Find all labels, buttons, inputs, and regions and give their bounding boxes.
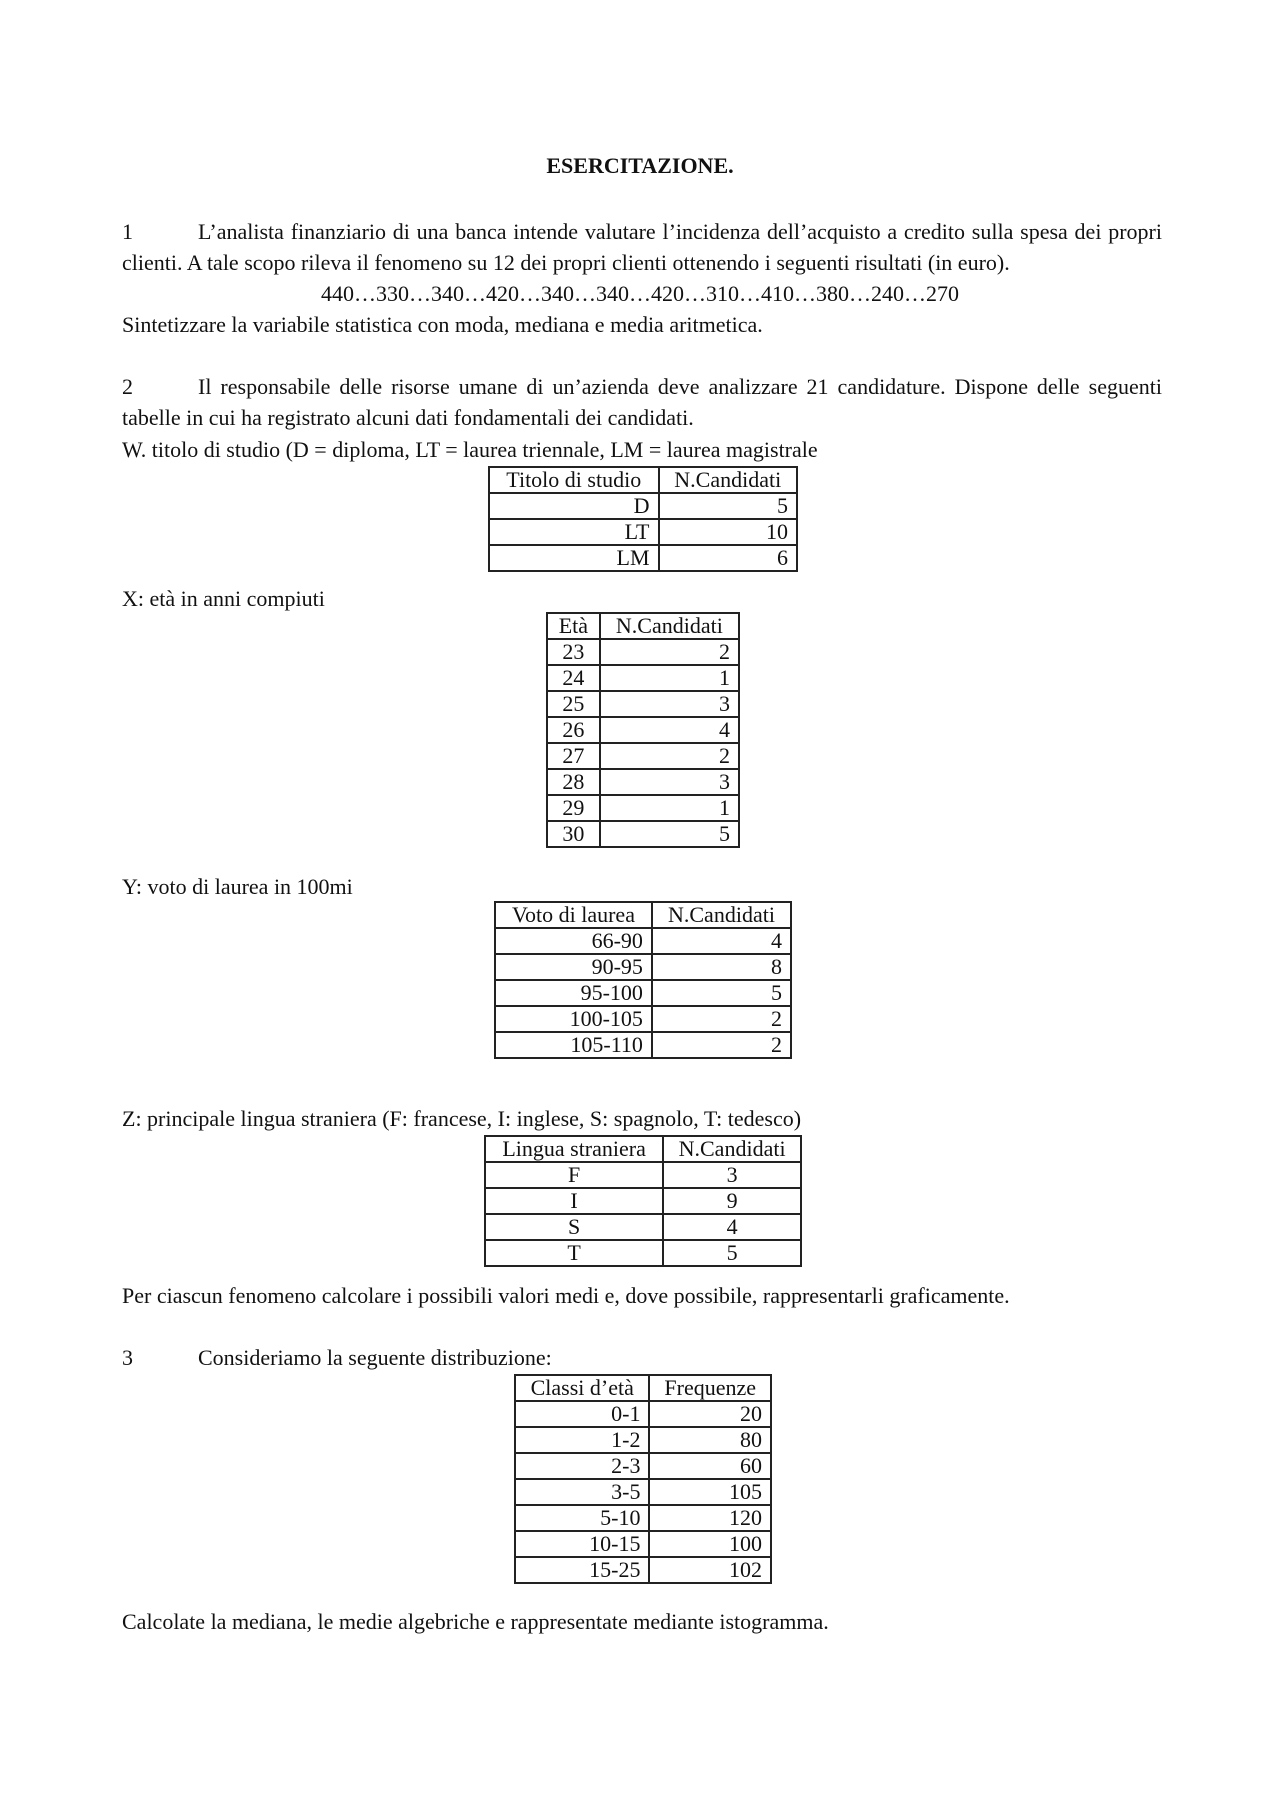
table-cell: 1	[600, 665, 739, 691]
table-cell: 66-90	[495, 928, 652, 954]
table-row	[515, 1557, 771, 1583]
table-row	[547, 743, 739, 769]
table-cell: 2	[600, 743, 739, 769]
table-header-cell: Titolo di studio	[489, 467, 659, 493]
exercise-1-body: L’analista finanziario di una banca intende valutare l’incidenza dell’acquisto a credito sulla spesa dei propri clienti. A tale scopo rileva il fenomeno su 12 dei propri clienti ottenendo i seguenti risultati (in euro).	[122, 219, 1162, 275]
table-row	[515, 1479, 771, 1505]
table-row	[547, 769, 739, 795]
table-row	[547, 795, 739, 821]
table-cell: 3	[600, 691, 739, 717]
table-cell: LT	[489, 519, 659, 545]
table-cell: 6	[659, 545, 798, 571]
table-row	[495, 1032, 791, 1058]
table-header-cell: N.Candidati	[652, 902, 791, 928]
table-cell: 2	[652, 1032, 791, 1058]
table-row	[515, 1401, 771, 1427]
table-cell: 5	[652, 980, 791, 1006]
table-row	[495, 1006, 791, 1032]
table-cell: 26	[547, 717, 600, 743]
exercise-3-intro: Consideriamo la seguente distribuzione:	[198, 1345, 552, 1370]
table-cell: 9	[663, 1188, 801, 1214]
exercise-1-text	[122, 216, 1162, 278]
table-cell: 100	[649, 1531, 771, 1557]
table-cell: 2	[600, 639, 739, 665]
page-title: ESERCITAZIONE.	[546, 153, 734, 178]
exercise-2-text	[122, 371, 1162, 433]
table-header-row	[515, 1375, 771, 1401]
table-cell: 8	[652, 954, 791, 980]
table-cell: 60	[649, 1453, 771, 1479]
table-cell: LM	[489, 545, 659, 571]
table-header-cell: Età	[547, 613, 600, 639]
table-row	[495, 980, 791, 1006]
table-cell: 4	[663, 1214, 801, 1240]
table-row	[495, 928, 791, 954]
table-cell: 90-95	[495, 954, 652, 980]
table-cell: 105	[649, 1479, 771, 1505]
table-cell: 27	[547, 743, 600, 769]
exercise-1-number: 1	[122, 219, 133, 244]
table-header-cell: N.Candidati	[659, 467, 798, 493]
table-cell: 28	[547, 769, 600, 795]
exercise-1-task: Sintetizzare la variabile statistica con moda, mediana e media aritmetica.	[122, 312, 763, 337]
table-row	[547, 717, 739, 743]
exercise-3-task: Calcolate la mediana, le medie algebriche e rappresentate mediante istogramma.	[122, 1609, 829, 1634]
table-cell: 23	[547, 639, 600, 665]
table-row	[547, 639, 739, 665]
table-cell: 4	[600, 717, 739, 743]
table-cell: 10	[659, 519, 798, 545]
table-x	[546, 612, 740, 848]
table-cell: 3	[663, 1162, 801, 1188]
table-row	[515, 1531, 771, 1557]
table-cell: 105-110	[495, 1032, 652, 1058]
table-header-row	[489, 467, 797, 493]
table-cell: 5-10	[515, 1505, 649, 1531]
exercise-2-body: Il responsabile delle risorse umane di un’azienda deve analizzare 21 candidature. Dispone delle seguenti tabelle in cui ha registrato alcuni dati fondamentali dei candidati.	[122, 374, 1162, 430]
table-row	[547, 691, 739, 717]
table-header-cell: N.Candidati	[663, 1136, 801, 1162]
table-cell: D	[489, 493, 659, 519]
table-cell: 5	[663, 1240, 801, 1266]
table-cell: 80	[649, 1427, 771, 1453]
variable-z-label: Z: principale lingua straniera (F: francese, I: inglese, S: spagnolo, T: tedesco)	[122, 1106, 802, 1131]
exercise-2-task: Per ciascun fenomeno calcolare i possibili valori medi e, dove possibile, rappresentarli graficamente.	[122, 1283, 1010, 1308]
table-cell: I	[485, 1188, 663, 1214]
table-row	[495, 954, 791, 980]
table-cell: 100-105	[495, 1006, 652, 1032]
table-header-row	[485, 1136, 801, 1162]
table-cell: 15-25	[515, 1557, 649, 1583]
exercise-2-number: 2	[122, 374, 133, 399]
table-cell: 120	[649, 1505, 771, 1531]
table-row	[485, 1240, 801, 1266]
table-row	[485, 1162, 801, 1188]
table-cell: S	[485, 1214, 663, 1240]
variable-w-label: W. titolo di studio (D = diploma, LT = laurea triennale, LM = laurea magistrale	[122, 437, 818, 462]
table-cell: 102	[649, 1557, 771, 1583]
table-cell: 1-2	[515, 1427, 649, 1453]
table-row	[485, 1188, 801, 1214]
table-cell: 20	[649, 1401, 771, 1427]
table-cell: 29	[547, 795, 600, 821]
table-header-cell: N.Candidati	[600, 613, 739, 639]
exercise-1-values: 440…330…340…420…340…340…420…310…410…380…240…270	[321, 281, 959, 306]
table-row	[515, 1505, 771, 1531]
table-header-cell: Classi d’età	[515, 1375, 649, 1401]
variable-y-label: Y: voto di laurea in 100mi	[122, 874, 353, 899]
table-cell: 24	[547, 665, 600, 691]
table-header-row	[495, 902, 791, 928]
table-header-cell: Frequenze	[649, 1375, 771, 1401]
table-cell: 95-100	[495, 980, 652, 1006]
table-row	[489, 519, 797, 545]
table-y	[494, 901, 792, 1059]
table-z	[484, 1135, 802, 1267]
table-cell: 10-15	[515, 1531, 649, 1557]
table-cell: 5	[600, 821, 739, 847]
table-cell: 2	[652, 1006, 791, 1032]
table-row	[547, 665, 739, 691]
table-header-row	[547, 613, 739, 639]
table-cell: F	[485, 1162, 663, 1188]
table-cell: 0-1	[515, 1401, 649, 1427]
table-cell: 5	[659, 493, 798, 519]
table-cell: T	[485, 1240, 663, 1266]
table-age-classes	[514, 1374, 772, 1584]
table-cell: 3-5	[515, 1479, 649, 1505]
table-cell: 30	[547, 821, 600, 847]
table-cell: 4	[652, 928, 791, 954]
table-header-cell: Lingua straniera	[485, 1136, 663, 1162]
table-cell: 2-3	[515, 1453, 649, 1479]
table-row	[515, 1427, 771, 1453]
exercise-3-intro-line	[122, 1342, 552, 1373]
exercise-3-number: 3	[122, 1345, 133, 1370]
table-cell: 1	[600, 795, 739, 821]
variable-x-label: X: età in anni compiuti	[122, 586, 325, 611]
table-row	[547, 821, 739, 847]
table-cell: 3	[600, 769, 739, 795]
table-row	[489, 545, 797, 571]
table-w	[488, 466, 798, 572]
table-header-cell: Voto di laurea	[495, 902, 652, 928]
table-row	[515, 1453, 771, 1479]
table-row	[485, 1214, 801, 1240]
table-cell: 25	[547, 691, 600, 717]
table-row	[489, 493, 797, 519]
